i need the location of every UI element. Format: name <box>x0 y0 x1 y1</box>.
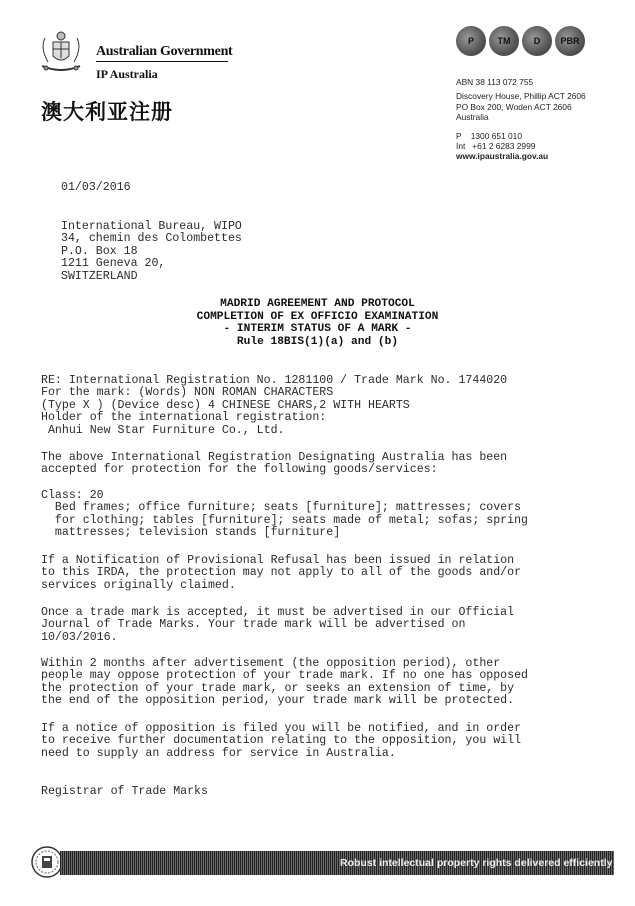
chinese-agency-name: 澳大利亚注册 <box>41 101 173 124</box>
recipient-line: International Bureau, WIPO <box>61 219 242 233</box>
phone: P 1300 651 010 <box>456 130 522 141</box>
design-seal-icon: D <box>522 26 552 56</box>
paragraph-line: If a Notification of Provisional Refusal has been issued in relation <box>41 553 515 567</box>
goods-services <box>41 477 528 540</box>
footer-tagline: Robust intellectual property rights delivered efficiently <box>340 857 613 869</box>
recipient-line: SWITZERLAND <box>61 269 138 283</box>
paragraph-line: the end of the opposition period, your trade mark will be protected. <box>41 694 515 708</box>
refusal-paragraph <box>41 542 521 592</box>
country: Australia <box>456 112 489 123</box>
paragraph-line: The above International Registration Designating Australia has been <box>41 450 508 464</box>
paragraph-line: accepted for protection for the following goods/services: <box>41 463 438 477</box>
acceptance-paragraph <box>41 439 507 477</box>
website: www.ipaustralia.gov.au <box>456 151 549 162</box>
reference-block <box>41 362 507 438</box>
government-name: Australian Government <box>96 44 233 59</box>
paragraph-line: to receive further documentation relating to the opposition, you will <box>41 734 522 748</box>
paragraph-line: Journal of Trade Marks. Your trade mark will be advertised on <box>41 618 466 632</box>
recipient-line: 1211 Geneva 20, <box>61 257 166 271</box>
title-line: Rule 18BIS(1)(a) and (b) <box>236 335 399 348</box>
street-address: Discovery House, Phillip ACT 2606 <box>456 91 586 102</box>
letter-date: 01/03/2016 <box>61 181 131 194</box>
title-line: COMPLETION OF EX OFFICIO EXAMINATION <box>196 310 439 323</box>
recipient-address <box>61 208 242 284</box>
agency-name: IP Australia <box>96 67 158 81</box>
paragraph-line: Within 2 months after advertisement (the opposition period), other <box>41 656 501 670</box>
reference-line: Holder of the international registration: <box>41 411 327 425</box>
trade-mark-seal-icon: TM <box>489 26 519 56</box>
paragraph-line: the protection of your trade mark, or seeks an extension of time, by <box>41 681 515 695</box>
patent-seal-icon: P <box>456 26 486 56</box>
paragraph-line: Once a trade mark is accepted, it must be advertised in our Official <box>41 605 515 619</box>
contact-block <box>456 77 586 162</box>
coat-of-arms-icon <box>36 28 86 76</box>
abn: ABN 38 113 072 755 <box>456 77 534 87</box>
intl-phone: Int +61 2 6283 2999 <box>456 141 536 152</box>
recipient-line: 34, chemin des Colombettes <box>61 232 242 246</box>
reference-line: For the mark: (Words) NON ROMAN CHARACTERS <box>41 386 334 400</box>
class-label: Class: 20 <box>41 488 104 502</box>
reference-line: (Type X ) (Device desc) 4 CHINESE CHARS,2 WITH HEARTS <box>41 398 410 412</box>
paragraph-line: If a notice of opposition is filed you will be notified, and in order <box>41 721 522 735</box>
paragraph-line: need to supply an address for service in Australia. <box>41 746 396 760</box>
header-divider <box>96 61 228 62</box>
ip-australia-round-logo-icon <box>30 845 64 879</box>
goods-line: Bed frames; office furniture; seats [furniture]; mattresses; covers <box>41 501 522 515</box>
advertisement-date: 10/03/2016. <box>41 630 118 644</box>
title-line: - INTERIM STATUS OF A MARK - <box>223 323 412 336</box>
postal-address: PO Box 200, Woden ACT 2606 <box>456 101 572 112</box>
recipient-line: P.O. Box 18 <box>61 244 138 258</box>
paragraph-line: people may oppose protection of your trade mark. If no one has opposed <box>41 669 529 683</box>
pbr-seal-icon: PBR <box>555 26 585 56</box>
title-line: MADRID AGREEMENT AND PROTOCOL <box>220 298 415 310</box>
paragraph-line: to this IRDA, the protection may not apply to all of the goods and/or <box>41 566 522 580</box>
advertisement-paragraph <box>41 594 514 644</box>
goods-line: for clothing; tables [furniture]; seats made of metal; sofas; spring <box>41 513 529 527</box>
goods-line: mattresses; television stands [furniture] <box>41 526 341 540</box>
signature-line: Registrar of Trade Marks <box>41 785 208 798</box>
notice-paragraph <box>41 710 521 760</box>
holder-name: Anhui New Star Furniture Co., Ltd. <box>41 423 285 437</box>
opposition-paragraph <box>41 645 528 708</box>
paragraph-line: services originally claimed. <box>41 578 236 592</box>
reference-line: RE: International Registration No. 1281100 / Trade Mark No. 1744020 <box>41 373 508 387</box>
letter-title <box>0 298 635 348</box>
